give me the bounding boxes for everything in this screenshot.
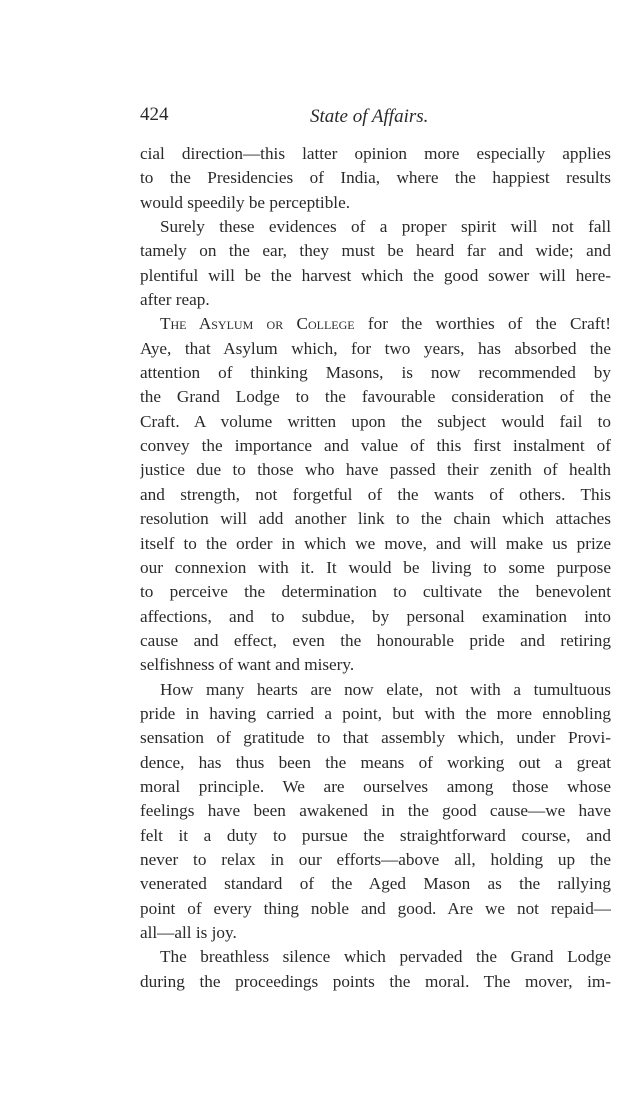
- text-line: dence, has thus been the means of working out a great: [140, 752, 611, 772]
- text-line: never to relax in our efforts—above all, holding up the: [140, 849, 611, 869]
- text-line: sensation of gratitude to that assembly which, under Provi-: [140, 728, 611, 748]
- text-line: our connexion with it. It would be living to some purpose: [140, 557, 611, 577]
- page-number: 424: [140, 104, 169, 125]
- text-line: during the proceedings points the moral. The mover, im-: [140, 971, 611, 991]
- text-line: felt it a duty to pursue the straightforward course, and: [140, 825, 611, 845]
- text-line: all—all is joy.: [140, 923, 237, 942]
- text-line: Surely these evidences of a proper spirit will not fall: [160, 217, 611, 237]
- text-line: plentiful will be the harvest which the good sower will here-: [140, 265, 611, 285]
- text-line: moral principle. We are ourselves among those whose: [140, 776, 611, 796]
- body-text: [140, 142, 611, 994]
- text-line: to perceive the determination to cultivate the benevolent: [140, 582, 611, 602]
- text-line: venerated standard of the Aged Mason as the rallying: [140, 874, 611, 894]
- text-line: itself to the order in which we move, and will make us prize: [140, 533, 611, 553]
- text-line: affections, and to subdue, by personal examination into: [140, 606, 611, 626]
- text-line: selfishness of want and misery.: [140, 655, 355, 675]
- text-line: cial direction—this latter opinion more especially applies: [140, 144, 611, 163]
- text-line: Aye, that Asylum which, for two years, has absorbed the: [140, 338, 611, 358]
- text-line: [140, 312, 611, 336]
- text-line: would speedily be perceptible.: [140, 192, 351, 212]
- text-line: and strength, not forgetful of the wants of others. This: [140, 484, 611, 504]
- text-line: How many hearts are now elate, not with a tumultuous: [160, 679, 611, 699]
- text-line: the Grand Lodge to the favourable consideration of the: [140, 387, 611, 407]
- text-line: to the Presidencies of India, where the happiest results: [140, 168, 611, 188]
- small-caps-heading: The Asylum or College: [160, 314, 355, 334]
- text-line: attention of thinking Masons, is now recommended by: [140, 363, 611, 383]
- line-text: for the worthies of the Craft!: [354, 314, 611, 334]
- text-line: point of every thing noble and good. Are we not repaid—: [140, 898, 611, 918]
- text-line: The breathless silence which pervaded the Grand Lodge: [160, 947, 611, 967]
- text-line: after reap.: [140, 290, 210, 310]
- text-line: Craft. A volume written upon the subject would fail to: [140, 411, 611, 431]
- text-line: convey the importance and value of this first instalment of: [140, 436, 611, 456]
- text-line: feelings have been awakened in the good cause—we have: [140, 801, 611, 821]
- text-line: pride in having carried a point, but with the more ennobling: [140, 703, 611, 723]
- text-line: justice due to those who have passed their zenith of health: [140, 460, 611, 480]
- running-title: State of Affairs.: [310, 106, 429, 127]
- text-line: resolution will add another link to the chain which attaches: [140, 509, 611, 529]
- text-line: cause and effect, even the honourable pride and retiring: [140, 630, 611, 650]
- text-line: tamely on the ear, they must be heard far and wide; and: [140, 241, 611, 261]
- page-header: [140, 104, 610, 134]
